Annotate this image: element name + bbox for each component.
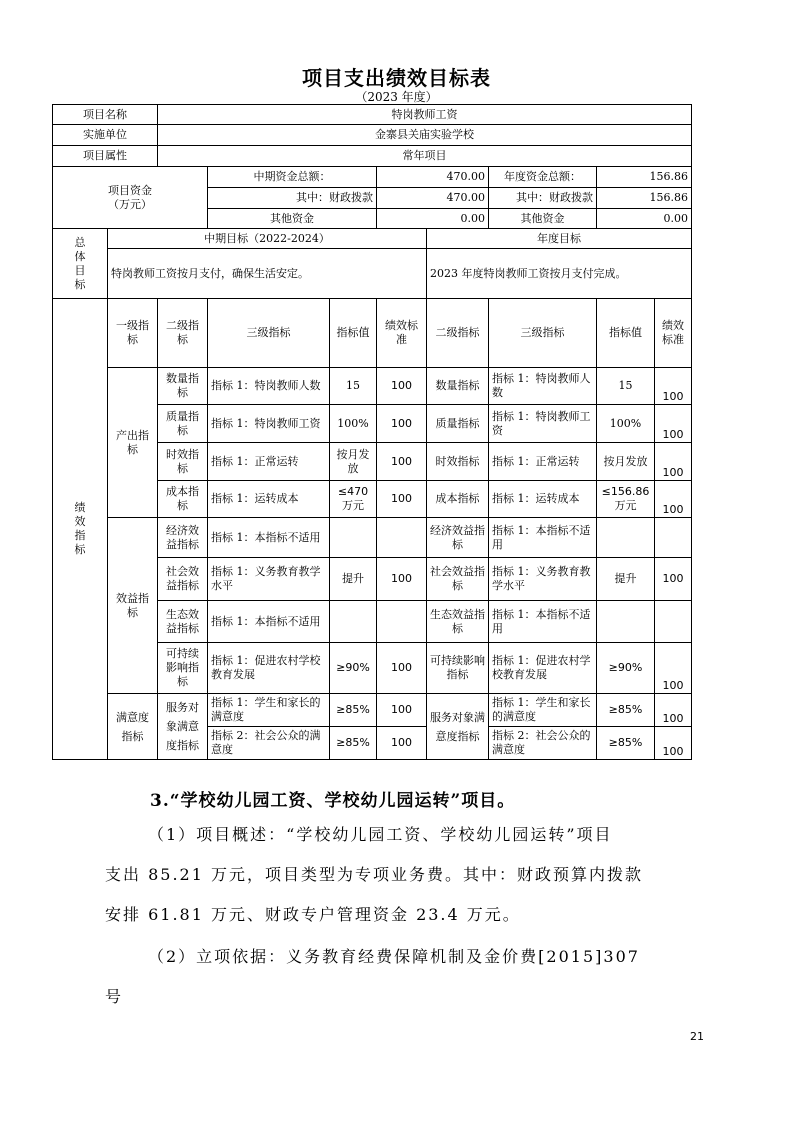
year-target-text: 2023 年度特岗教师工资按月支付完成。 <box>427 249 692 299</box>
cell-l3: 指标 1：义务教育教学水平 <box>208 558 330 601</box>
cell-l3-year: 指标 1：学生和家长的满意度 <box>489 694 597 727</box>
page-number: 21 <box>690 1030 704 1043</box>
cell-l3: 指标 1：学生和家长的满意度 <box>208 694 330 727</box>
header-level2: 二级指标 <box>158 299 208 368</box>
cell-standard-year: 100 <box>655 443 692 481</box>
cell-l2-year: 成本指标 <box>427 481 489 518</box>
cell-standard-year: 100 <box>655 481 692 518</box>
indicators-label: 绩效指标 <box>53 299 108 760</box>
cell-value: 提升 <box>330 558 377 601</box>
header-level1: 一级指标 <box>108 299 158 368</box>
cell-standard: 100 <box>377 558 427 601</box>
para2-line1: （2）立项依据：义务教育经费保障机制及金价费[2015]307 <box>148 947 640 966</box>
mid-target-header: 中期目标（2022-2024） <box>108 229 427 249</box>
cell-value: ≥85% <box>330 727 377 760</box>
cell-standard: 100 <box>377 643 427 694</box>
performance-target-table <box>52 104 692 760</box>
cell-l3: 指标 1：特岗教师工资 <box>208 405 330 443</box>
year-fiscal-label: 其中：财政拨款 <box>489 188 597 209</box>
cell-l2: 经济效益指标 <box>158 518 208 558</box>
cell-value-year: 100% <box>597 405 655 443</box>
cell-value-year: 15 <box>597 368 655 405</box>
header-value: 指标值 <box>330 299 377 368</box>
unit-label: 实施单位 <box>53 125 158 146</box>
cell-standard: 100 <box>377 405 427 443</box>
cell-l3-year: 指标 2：社会公众的满意度 <box>489 727 597 760</box>
cell-l2: 生态效益指标 <box>158 601 208 643</box>
cell-standard-year: 100 <box>655 727 692 760</box>
header-standard: 绩效标准 <box>377 299 427 368</box>
funds-label <box>53 167 208 229</box>
cell-l2-year: 生态效益指标 <box>427 601 489 643</box>
attribute-label: 项目属性 <box>53 146 158 167</box>
year-other-value: 0.00 <box>597 209 692 229</box>
funds-label-line1: 项目资金 <box>108 183 152 197</box>
para1-line1: （1）项目概述：“学校幼儿园工资、学校幼儿园运转”项目 <box>148 825 613 844</box>
cell-value: ≥90% <box>330 643 377 694</box>
cell-l3-year: 指标 1：特岗教师人数 <box>489 368 597 405</box>
cell-value-year: ≤156.86 万元 <box>597 481 655 518</box>
para1-line2: 支出 85.21 万元，项目类型为专项业务费。其中：财政预算内拨款 <box>105 865 643 884</box>
group-output-label: 产出指标 <box>108 368 158 518</box>
mid-other-label: 其他资金 <box>208 209 377 229</box>
year-total-label: 年度资金总额： <box>489 167 597 188</box>
table-row <box>53 368 692 405</box>
cell-l3-year: 指标 1：正常运转 <box>489 443 597 481</box>
project-name-label: 项目名称 <box>53 105 158 125</box>
cell-l3: 指标 1：运转成本 <box>208 481 330 518</box>
cell-value: 按月发放 <box>330 443 377 481</box>
header-level3: 三级指标 <box>208 299 330 368</box>
attribute-value: 常年项目 <box>158 146 692 167</box>
cell-value-year <box>597 518 655 558</box>
cell-l2: 成本指标 <box>158 481 208 518</box>
cell-l3-year: 指标 1：本指标不适用 <box>489 518 597 558</box>
cell-l2-year: 经济效益指标 <box>427 518 489 558</box>
cell-l3-year: 指标 1：特岗教师工资 <box>489 405 597 443</box>
cell-value-year: ≥90% <box>597 643 655 694</box>
cell-standard-year: 100 <box>655 643 692 694</box>
year-fiscal-value: 156.86 <box>597 188 692 209</box>
project-name-value: 特岗教师工资 <box>158 105 692 125</box>
mid-total-label: 中期资金总额： <box>208 167 377 188</box>
mid-other-value: 0.00 <box>377 209 489 229</box>
cell-l2: 服务对象满意度指标 <box>158 694 208 760</box>
funds-label-line2: （万元） <box>108 197 152 211</box>
cell-l2: 时效指标 <box>158 443 208 481</box>
cell-standard: 100 <box>377 694 427 727</box>
header-standard-year: 绩效标准 <box>655 299 692 368</box>
cell-standard: 100 <box>377 481 427 518</box>
cell-standard-year: 100 <box>655 558 692 601</box>
cell-l3: 指标 1：促进农村学校教育发展 <box>208 643 330 694</box>
mid-fiscal-value: 470.00 <box>377 188 489 209</box>
cell-value: ≥85% <box>330 694 377 727</box>
page-title: 项目支出绩效目标表 <box>302 66 491 90</box>
unit-value: 金寨县关庙实验学校 <box>158 125 692 146</box>
cell-l2-year: 时效指标 <box>427 443 489 481</box>
year-total-value: 156.86 <box>597 167 692 188</box>
cell-l3-year: 指标 1：促进农村学校教育发展 <box>489 643 597 694</box>
cell-value: 100% <box>330 405 377 443</box>
para2-line2: 号 <box>105 987 124 1006</box>
header-value-year: 指标值 <box>597 299 655 368</box>
cell-value-year: ≥85% <box>597 727 655 760</box>
overall-target-label: 总体目标 <box>53 229 108 299</box>
cell-value <box>330 601 377 643</box>
mid-fiscal-label: 其中：财政拨款 <box>208 188 377 209</box>
cell-l3: 指标 2：社会公众的满意度 <box>208 727 330 760</box>
cell-l3: 指标 1：特岗教师人数 <box>208 368 330 405</box>
cell-l2: 质量指标 <box>158 405 208 443</box>
group-satisfaction-label: 满意度指标 <box>108 694 158 760</box>
cell-l2: 社会效益指标 <box>158 558 208 601</box>
cell-standard-year <box>655 518 692 558</box>
cell-value: 15 <box>330 368 377 405</box>
header-level2-year: 二级指标 <box>427 299 489 368</box>
cell-l2: 可持续影响指标 <box>158 643 208 694</box>
cell-standard-year <box>655 601 692 643</box>
cell-value-year: ≥85% <box>597 694 655 727</box>
cell-value <box>330 518 377 558</box>
section3-heading: 3.“学校幼儿园工资、学校幼儿园运转”项目。 <box>150 791 516 811</box>
cell-value-year: 按月发放 <box>597 443 655 481</box>
year-target-header: 年度目标 <box>427 229 692 249</box>
cell-l2-year: 质量指标 <box>427 405 489 443</box>
cell-value: ≤470万元 <box>330 481 377 518</box>
cell-l3: 指标 1：本指标不适用 <box>208 518 330 558</box>
cell-l3: 指标 1：正常运转 <box>208 443 330 481</box>
year-other-label: 其他资金 <box>489 209 597 229</box>
cell-l3: 指标 1：本指标不适用 <box>208 601 330 643</box>
cell-standard-year: 100 <box>655 368 692 405</box>
cell-l2-year: 可持续影响指标 <box>427 643 489 694</box>
cell-standard <box>377 601 427 643</box>
table-row <box>53 694 692 727</box>
cell-l3-year: 指标 1：运转成本 <box>489 481 597 518</box>
para1-line3: 安排 61.81 万元、财政专户管理资金 23.4 万元。 <box>105 905 521 924</box>
cell-standard <box>377 518 427 558</box>
cell-l2: 数量指标 <box>158 368 208 405</box>
header-level3-year: 三级指标 <box>489 299 597 368</box>
cell-l3-year: 指标 1：义务教育教学水平 <box>489 558 597 601</box>
cell-l3-year: 指标 1：本指标不适用 <box>489 601 597 643</box>
cell-standard: 100 <box>377 368 427 405</box>
table-row <box>53 518 692 558</box>
cell-value-year <box>597 601 655 643</box>
cell-l2-year: 服务对象满意度指标 <box>427 694 489 760</box>
cell-standard: 100 <box>377 443 427 481</box>
cell-standard: 100 <box>377 727 427 760</box>
cell-value-year: 提升 <box>597 558 655 601</box>
cell-standard-year: 100 <box>655 405 692 443</box>
cell-l2-year: 数量指标 <box>427 368 489 405</box>
mid-total-value: 470.00 <box>377 167 489 188</box>
group-benefit-label: 效益指标 <box>108 518 158 694</box>
cell-standard-year: 100 <box>655 694 692 727</box>
mid-target-text: 特岗教师工资按月支付，确保生活安定。 <box>108 249 427 299</box>
cell-l2-year: 社会效益指标 <box>427 558 489 601</box>
page-subtitle: （2023 年度） <box>355 90 438 104</box>
